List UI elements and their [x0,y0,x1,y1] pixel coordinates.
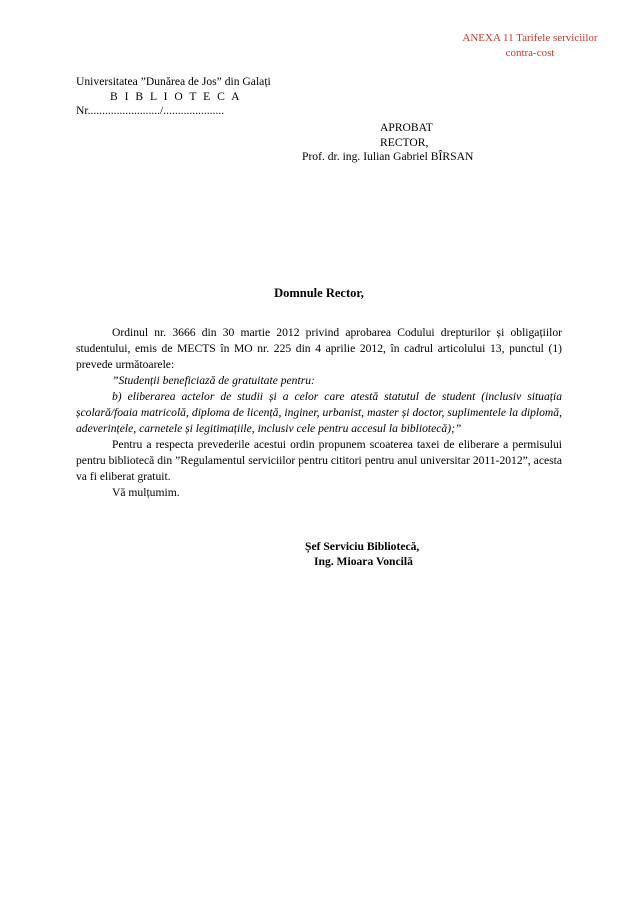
annex-subtitle: contra-cost [505,47,555,59]
signature-block [305,539,505,569]
annex-label [440,31,620,61]
approval-status: APROBAT [380,121,433,134]
annex-title: ANEXA 11 Tarifele serviciilor [462,32,598,44]
signature-name: Ing. Mioara Voncilă [314,555,413,568]
university-name: Universitatea ”Dunărea de Jos” din Galați [76,75,271,88]
registration-number: Nr........................./..................... [76,104,225,117]
signature-title: Șef Serviciu Bibliotecă, [305,540,420,553]
paragraph-proposal: Pentru a respecta prevederile acestui ordin propunem scoaterea taxei de eliberare a permisului pentru bibliotecă din ”Regulamentul serviciilor pentru cititori pentru anul universitar 2011-2012”, acesta va fi eliberat gratuit. [76,438,562,483]
thanks: Vă mulțumim. [112,486,180,499]
document-header [76,75,271,119]
salutation: Domnule Rector, [274,286,364,300]
quote-item: b) eliberarea actelor de studii și a celor care atestă statutul de student (inclusiv situația școlară/foaia matricolă, diploma de licență, inginer, urbanist, master și doctor, suplimentele la diplomă, adeverințele, carnetele și legitimațiile, inclusiv cele pentru accesul la bibliotecă);” [76,390,562,435]
paragraph-order: Ordinul nr. 3666 din 30 martie 2012 privind aprobarea Codului drepturilor și obligațiilor studentului, emis de MECTS în MO nr. 225 din 4 aprilie 2012, în cadrul articolului 13, punctul (1) prevede următoarele: [76,326,562,371]
approval-name: Prof. dr. ing. Iulian Gabriel BÎRSAN [302,150,474,163]
library-name: B I B L I O T E C A [110,89,242,103]
quote-intro: ”Studenții beneficiază de gratuitate pentru: [112,374,315,387]
approval-block [302,121,562,165]
approval-role: RECTOR, [380,135,429,149]
letter-body [76,325,562,501]
